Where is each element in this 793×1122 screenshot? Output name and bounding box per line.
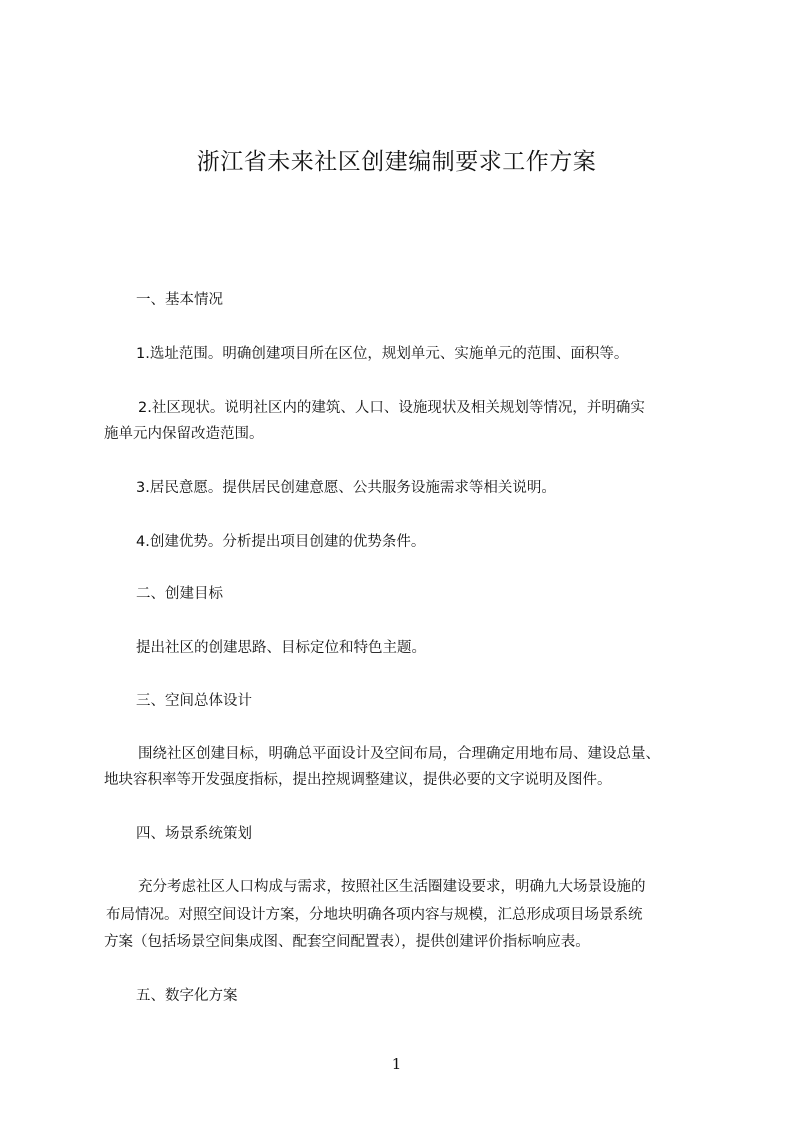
paragraph-spatial-design-line2: 地块容积率等开发强度指标，提出控规调整建议，提供必要的文字说明及图件。: [104, 772, 612, 788]
page-number: 1: [391, 1055, 402, 1073]
section-heading-digital-plan: 五、数字化方案: [136, 988, 238, 1004]
section-heading-scenario-planning: 四、场景系统策划: [136, 826, 252, 842]
paragraph-community-status-line1: 2.社区现状。说明社区内的建筑、人口、设施现状及相关规划等情况，并明确实: [138, 400, 645, 416]
document-title: 浙江省未来社区创建编制要求工作方案: [196, 149, 597, 175]
section-heading-basic-info: 一、基本情况: [136, 292, 223, 308]
paragraph-creation-advantage: 4.创建优势。分析提出项目创建的优势条件。: [136, 534, 426, 550]
paragraph-resident-willingness: 3.居民意愿。提供居民创建意愿、公共服务设施需求等相关说明。: [136, 480, 556, 496]
section-heading-creation-goal: 二、创建目标: [136, 586, 223, 602]
paragraph-community-status-line2: 施单元内保留改造范围。: [104, 426, 264, 442]
paragraph-spatial-design-line1: 围绕社区创建目标，明确总平面设计及空间布局，合理确定用地布局、建设总量、: [138, 746, 660, 762]
paragraph-scenario-planning-line2: 布局情况。对照空间设计方案，分地块明确各项内容与规模，汇总形成项目场景系统: [106, 907, 643, 923]
paragraph-site-range: 1.选址范围。明确创建项目所在区位，规划单元、实施单元的范围、面积等。: [136, 346, 629, 362]
paragraph-scenario-planning-line3: 方案（包括场景空间集成图、配套空间配置表），提供创建评价指标响应表。: [104, 934, 590, 950]
section-heading-spatial-design: 三、空间总体设计: [136, 693, 252, 709]
paragraph-creation-goal: 提出社区的创建思路、目标定位和特色主题。: [136, 640, 426, 656]
paragraph-scenario-planning-line1: 充分考虑社区人口构成与需求，按照社区生活圈建设要求，明确九大场景设施的: [138, 879, 646, 895]
